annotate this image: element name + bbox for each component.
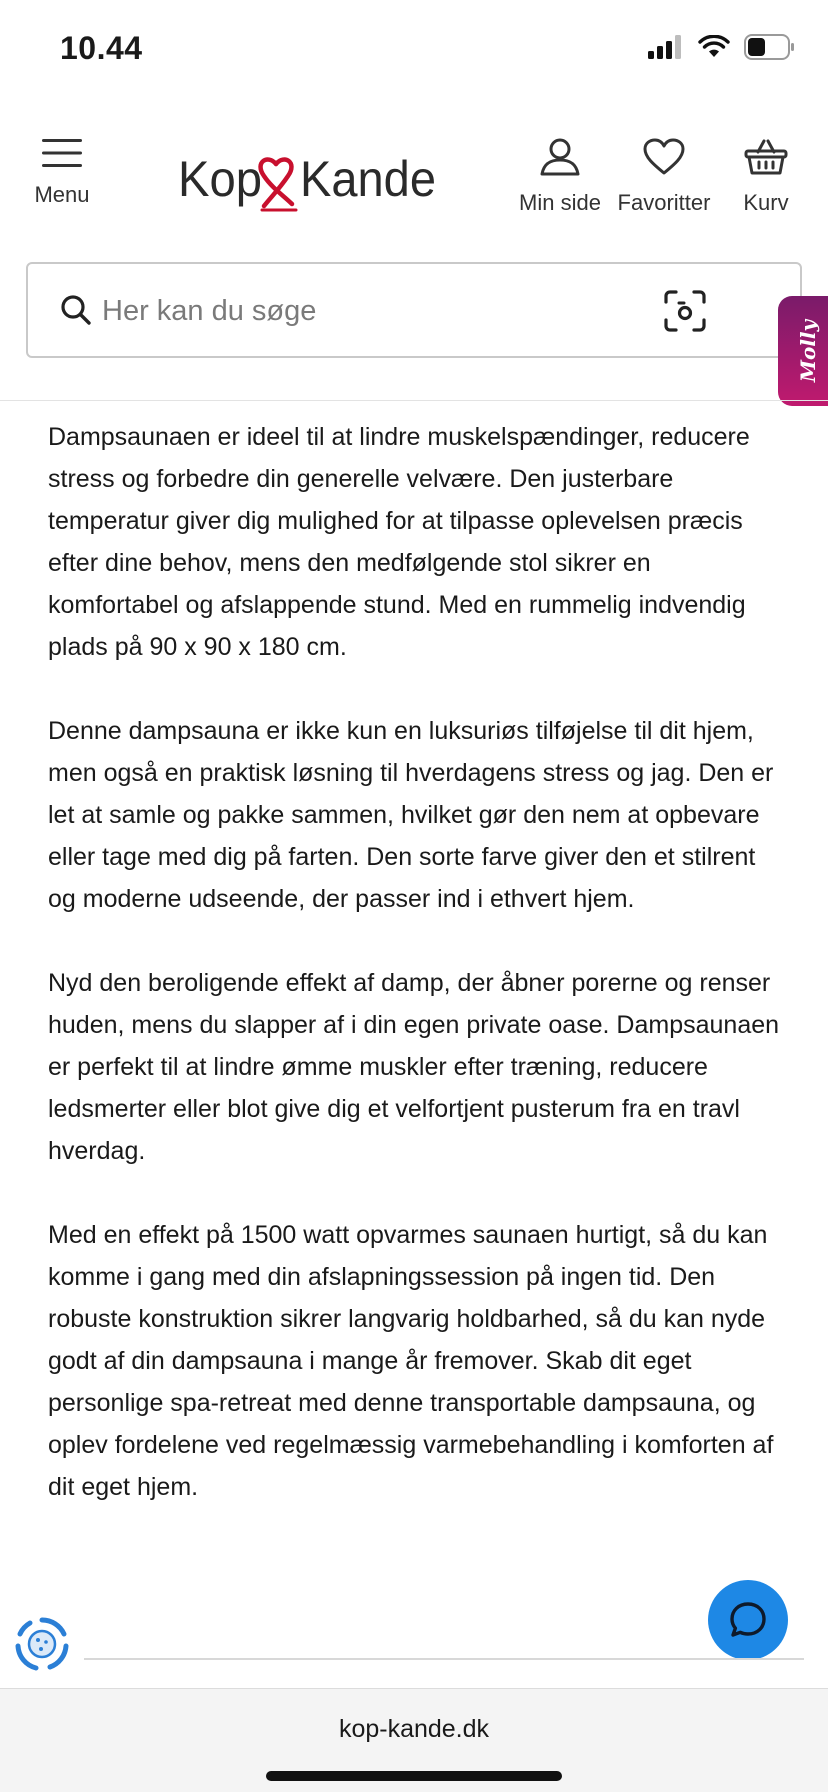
search-input[interactable] [102,286,642,336]
search-box [26,262,802,358]
wifi-icon [698,35,730,59]
nav-kurv[interactable] [728,138,804,216]
user-icon [540,138,580,176]
kop-kande-logo[interactable] [176,146,446,216]
header-divider [0,400,828,401]
cellular-signal-icon [648,35,684,59]
nav-min-side-label: Min side [519,190,601,215]
nav-min-side[interactable] [512,138,608,216]
status-time: 10.44 [60,30,143,66]
menu-button[interactable] [26,138,98,208]
description-paragraph: Nyd den beroligende effekt af damp, der åbner porerne og renser huden, mens du slapper af i din egen private oase. Dampsaunaen er perfekt til at lindre ømme muskler efter træning, reducere ledsmerter eller blot give dig et velfortjent pusterum fra en travl hverdag. [48,969,780,1165]
status-bar [0,0,828,100]
status-icons [648,34,796,60]
logo-text-kop: Kop [178,151,262,207]
chat-button[interactable] [708,1580,788,1660]
description-paragraph: Dampsaunaen er ideel til at lindre muskelspændinger, reducere stress og forbedre din generelle velvære. Den justerbare temperatur giver dig mulighed for at tilpasse oplevelsen præcis efter dine behov, mens den medfølgende stol sikrer en komfortabel og afslappende stund. Med en rummelig indvendig plads på 90 x 90 x 180 cm. [48,423,750,661]
description-paragraph: Denne dampsauna er ikke kun en luksuriøs tilføjelse til dit hjem, men også en praktisk løsning til hverdagens stress og jag. Den er let at samle og pakke sammen, hvilket gør den nem at opbevare eller tage med dig på farten. Den sorte farve giver den et stilrent og moderne udseende, der passer ind i ethvert hjem. [48,717,774,913]
logo-text-kande: Kande [300,151,436,207]
hamburger-menu-icon [42,138,82,168]
heart-icon [643,138,685,176]
battery-level [748,38,765,56]
url-text[interactable]: kop-kande.dk [338,1715,490,1743]
molly-assistant-tab[interactable] [778,296,828,406]
chat-bubble-icon [728,1600,768,1640]
bottom-divider [84,1658,804,1660]
nav-favoritter-label: Favoritter [617,190,711,215]
nav-kurv-label: Kurv [743,190,789,215]
battery-icon [744,34,796,60]
search-icon[interactable] [60,294,92,326]
camera-scan-icon[interactable] [664,290,706,332]
description-paragraph: Med en effekt på 1500 watt opvarmes saunaen hurtigt, så du kan komme i gang med din afslapningssession på ingen tid. Den robuste konstruktion sikrer langvarig holdbarhed, så du kan nyde godt af din dampsauna i mange år fremover. Skab dit eget personlige spa-retreat med denne transportable dampsauna, og oplev fordelene ved regelmæssig varmebehandling i komforten af dit eget hjem. [48,1221,774,1501]
menu-label: Menu [34,182,90,207]
product-description [48,416,788,1550]
cookie-settings-icon[interactable] [12,1614,72,1674]
nav-favoritter[interactable] [614,138,714,216]
site-header [0,120,828,230]
home-indicator[interactable] [266,1771,562,1781]
molly-label: Molly [796,319,821,383]
basket-icon [744,138,788,176]
browser-address-bar [0,1688,828,1792]
logo-heart-ampersand-icon [261,160,296,210]
